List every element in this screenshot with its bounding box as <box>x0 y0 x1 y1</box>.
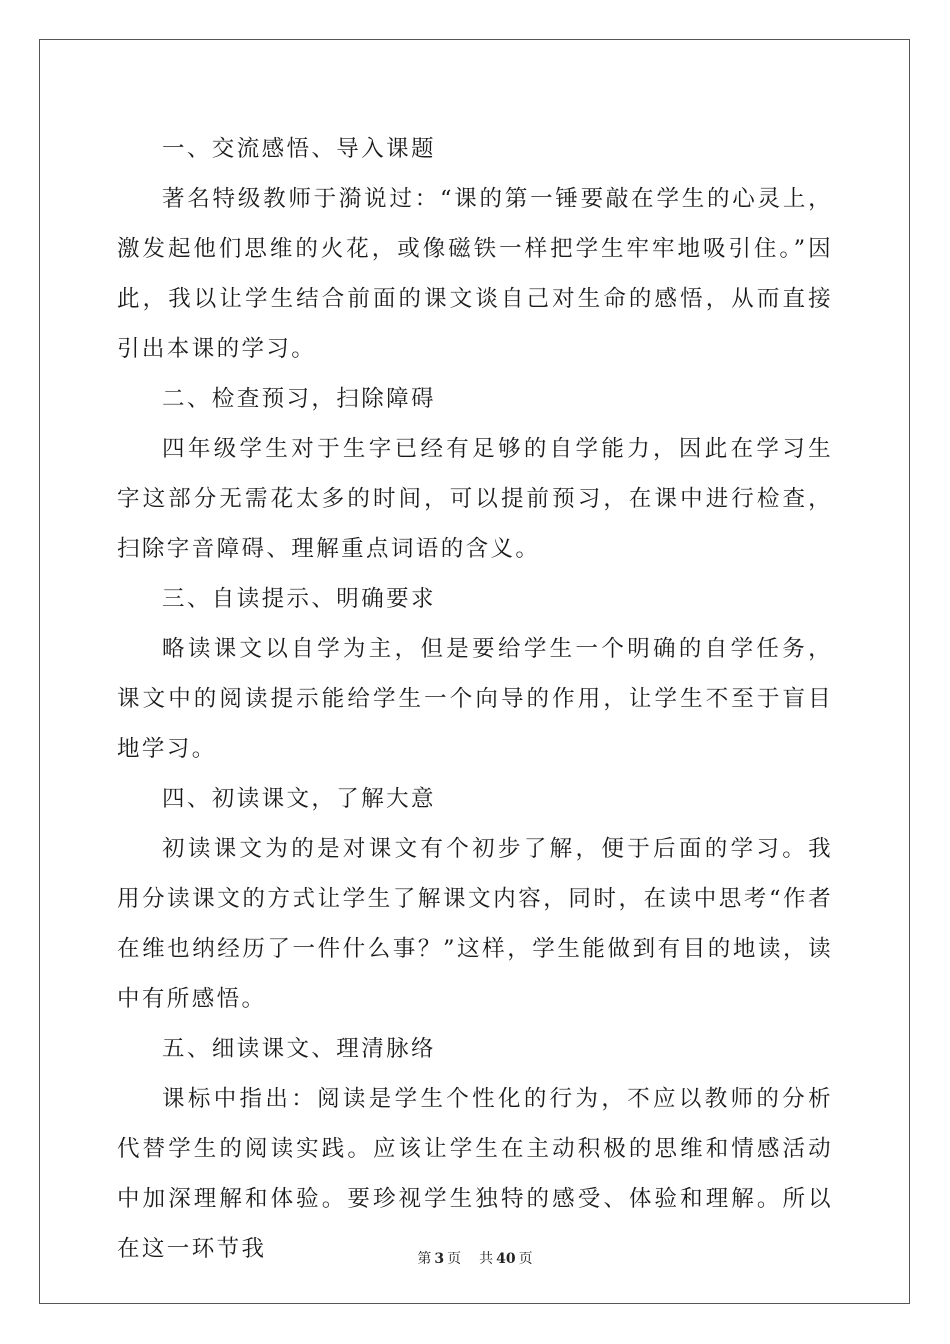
paragraph-4: 初读课文为的是对课文有个初步了解，便于后面的学习。我用分读课文的方式让学生了解课文内容，同时，在读中思考“作者在维也纳经历了一件什么事？”这样，学生能做到有目的地读，读中有所感悟。 <box>117 836 833 1012</box>
page-number: 3 <box>434 1251 445 1267</box>
heading-3: 三、自读提示、明确要求 <box>162 586 436 612</box>
paragraph-2: 四年级学生对于生字已经有足够的自学能力，因此在学习生字这部分无需花太多的时间，可以提前预习，在课中进行检查，扫除字音障碍、理解重点词语的含义。 <box>117 436 833 562</box>
heading-5: 五、细读课文、理清脉络 <box>162 1036 436 1062</box>
heading-1: 一、交流感悟、导入课题 <box>162 136 436 162</box>
paragraph-5: 课标中指出：阅读是学生个性化的行为，不应以教师的分析代替学生的阅读实践。应该让学生在主动积极的思维和情感活动中加深理解和体验。要珍视学生独特的感受、体验和理解。所以在这一环节我 <box>117 1086 833 1262</box>
total-suffix: 页 <box>518 1251 533 1267</box>
heading-2: 二、检查预习，扫除障碍 <box>162 386 436 412</box>
page-footer <box>0 1248 950 1268</box>
paragraph-3: 略读课文以自学为主，但是要给学生一个明确的自学任务，课文中的阅读提示能给学生一个向导的作用，让学生不至于盲目地学习。 <box>117 636 833 762</box>
total-pages: 40 <box>496 1251 516 1267</box>
total-prefix: 共 <box>479 1251 494 1267</box>
heading-4: 四、初读课文，了解大意 <box>162 786 436 812</box>
page-suffix: 页 <box>447 1251 462 1267</box>
paragraph-1: 著名特级教师于漪说过：“课的第一锤要敲在学生的心灵上，激发起他们思维的火花，或像磁铁一样把学生牢牢地吸引住。”因此，我以让学生结合前面的课文谈自己对生命的感悟，从而直接引出本课的学习。 <box>117 186 833 362</box>
page-prefix: 第 <box>417 1251 432 1267</box>
document-body <box>117 124 833 1274</box>
